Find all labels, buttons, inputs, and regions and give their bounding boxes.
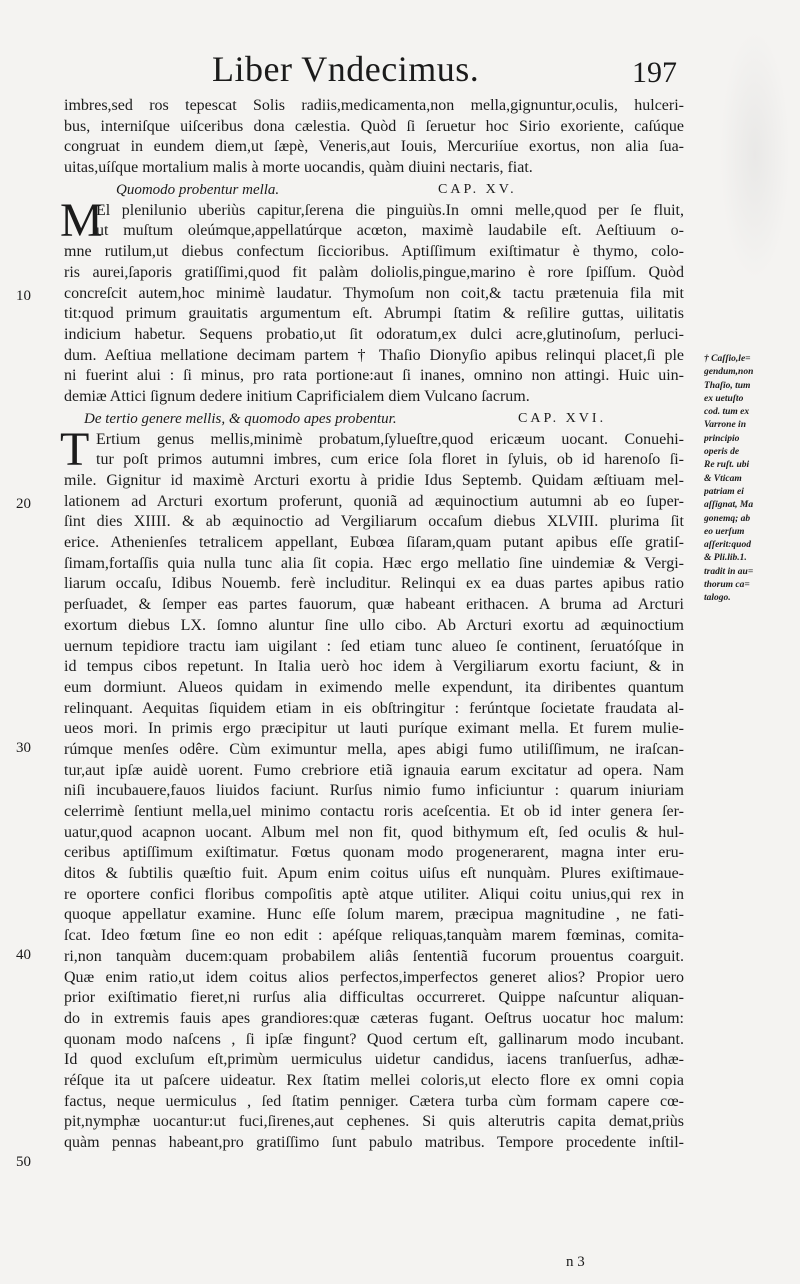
marginal-note	[704, 353, 774, 606]
marginal-note-line: operis de	[704, 447, 740, 458]
text-line: exortum diebus LX. ſomno aluntur ſine ullo cibo. Ab Arcturi exortu ad æquinoctium	[64, 616, 684, 634]
marginal-note-line: thorum ca=	[704, 580, 750, 591]
marginal-note-line: cod. tum ex	[704, 407, 750, 418]
text-line: mile. Gignitur id maximè Arcturi exortu à pridie Idus Septemb. Quidam æſtiuam mel-	[64, 472, 684, 489]
marginal-note-line: & Vticam	[704, 473, 742, 484]
signature-mark: n 3	[566, 1254, 585, 1270]
text-line: tit:quod primum grauitatis argumentum eſt. Abrumpi ſtatim & reſilire guttas, uilitatis	[64, 305, 684, 323]
marginal-note-line: Thaſio, tum	[704, 380, 751, 391]
text-line: quoque appellatur examine. Hunc eſſe ſolum marem, præcipua magnitudine , ne fati-	[64, 906, 684, 924]
text-line: ſcat. Ideo fœtum ſine eo non edit : apéſque reliquas,tanquàm marem fœminas, comita-	[64, 927, 684, 945]
marginal-note-line: Varrone in	[704, 420, 746, 431]
page-number: 197	[632, 56, 677, 89]
text-line: uernum tepidiore tractu iam uigilant : ſed etiam tunc alueo ſe continent, ſeruatóſque in	[64, 637, 684, 655]
text-line: ut muſtum oleúmque,appellatúrque acœton, maximè laudabile eſt. Aeſtiuum o-	[96, 222, 684, 240]
chapter-16-number: CAP. XVI.	[518, 410, 607, 426]
text-line: tur,aut ipſæ auidè uorent. Fumo crebriore etiã ignauia earum excitatur ad opera. Nam	[64, 761, 684, 779]
text-line: ſint dies XIIII. & ab æquinoctio ad Vergiliarum occaſum diebus XLVIII. plurima ſit	[64, 513, 684, 531]
text-line: lationem ad Arcturi exortum proferunt, quoniã ad æquinoctium autumni ab eo ſuper-	[64, 492, 684, 510]
text-line: eum dormiunt. Alueos quidam in eximendo melle expendunt, ita diribentes quantum	[64, 678, 684, 696]
text-line: factus, neque uermiculus , ſed ſtatim penniger. Cætera turba cùm formam capere cœ-	[64, 1092, 684, 1110]
text-line: bus, interniſque uiſceribus dona cælestia. Quòd ſi ſeruetur hoc Sirio exoriente, caſúque	[64, 117, 684, 135]
text-line: congruat in eundem diem,ut ſæpè, Veneris,aut Iouis, Mercuriíue exortus, non alia ſua-	[64, 138, 684, 156]
text-line: ni fuerint alui : ſi minus, pro rata portione:aut ſi inanes, omnino non attingi. Huic uin-	[64, 367, 684, 385]
text-line: prior exiſtimatio fieret,ni rurſus alia difficultas occurreret. Quippe naſcuntur aliquan-	[64, 989, 684, 1007]
text-line: Quæ enim ratio,ut idem coitus alios perfectos,imperfectos generet alios? Propior uero	[64, 968, 684, 986]
text-line: mne rutilum,ut diebus confectum ſicciorіbus. Aptiſſimum exiſtimatur è thymo, colo-	[64, 243, 684, 261]
text-line: Ertium genus mellis,minimè probatum,ſylueſtre,quod ericæum uocant. Conuehi-	[96, 430, 684, 448]
chapter-16-title: De tertio genere mellis, & quomodo apes probentur.	[84, 410, 397, 427]
margin-line-number-40: 40	[16, 947, 31, 963]
text-line: quàm pennas habeant,pro gratiſſimo ſunt pabulo matribus. Tempore procedente inſtil-	[64, 1134, 684, 1151]
margin-line-number-30: 30	[16, 740, 31, 756]
text-line: tur poſt primos autumni imbres, cum erice ſola floret in ſyluis, ob id harenoſo ſi-	[96, 451, 684, 469]
text-line: uatur,quod acapnon uocant. Album mel non fit, quod bithymum eſt, ſed oculis & hul-	[64, 823, 684, 841]
text-line: imbres,sed ros tepescat Solis radiis,medicamenta,non mella,gignuntur,oculis, hulceri-	[64, 97, 684, 114]
text-line: liarum occaſu, Idibus Nouemb. ferè includitur. Relinqui ex ea duas partes apibus ratio	[64, 575, 684, 593]
chapter-16-text	[60, 422, 684, 1154]
marginal-note-line: aſſerit:quod	[704, 540, 751, 551]
marginal-note-line: ex uetuſto	[704, 393, 744, 404]
drop-initial-m: M	[60, 193, 103, 247]
marginal-note-line: Re ruſt. ubi	[704, 460, 750, 471]
text-line: concreſcit autem,hoc minimè laudatur. Thymoſum non coit,& tactu prætenuia fila mit	[64, 284, 684, 302]
margin-line-number-20: 20	[16, 496, 31, 512]
text-line: do in extremis fauis apes grandiores:quæ cæteras fugant. Oeſtrus uocatur hoc malum:	[64, 1009, 684, 1027]
marginal-note-line: principio	[704, 433, 740, 444]
chapter-15-title: Quomodo probentur mella.	[116, 181, 280, 198]
text-line: perſuadet, & ſemper eas partes fauorum, quæ habeant erithacen. A bruma ad Arcturi	[64, 596, 684, 614]
text-line: celerrimè ſentiunt mella,uel minimo contactu roris aceſcentia. Et ob id inter genera ſer-	[64, 803, 684, 820]
text-line: relinquant. Aequitas ſiquidem etiam in eis obſtringitur : ferúntque ſocietate fraudata al-	[64, 699, 684, 717]
text-line: indicium habetur. Sequens probatio,ut ſit odoratum,ex dulci acre,glutinoſum, perluci-	[64, 325, 684, 343]
page-stain	[720, 30, 790, 280]
text-line: ri,non tanquàm ducem:quam probabilem aliâs ſententiã fucorum prouentus coarguit.	[64, 947, 684, 965]
marginal-note-line: aſſignat, Ma	[704, 500, 754, 511]
chapter-15-heading	[64, 179, 684, 201]
text-line: réſque ita ut paſcere uideatur. Rex ſtatim mellei coloris,ut electo flore ex omni copia	[64, 1071, 684, 1089]
margin-line-number-50: 50	[16, 1154, 31, 1170]
text-line: re oportere confici floribus compoſitis aptè atque utiliter. Aliqui coitu unius,qui rex in	[64, 885, 684, 903]
text-line: rúmque menſes odêre. Cùm eximuntur mella, apes abigi fumo utiliſſimum, ne iraſcan-	[64, 740, 684, 758]
text-line: pit,nymphæ uocantur:ut fuci,ſirenes,aut cephenes. Si quis alterutris capita demat,priùs	[64, 1113, 684, 1131]
text-line: quonam modo naſcens , ſi ipſæ fingunt? Quod certum eſt, gallinarum modo incubant.	[64, 1030, 684, 1048]
text-line: dum. Aeſtiua mellatione decimam partem † Thaſio Dionyſio apibus relinqui placet,ſi ple	[64, 346, 684, 364]
text-line: niſi incubauere,fauos liuidos faciunt. Rurſus nimio fumo inficiuntur : quarum iniuriam	[64, 782, 684, 800]
text-line: id tempus cibos repetunt. In Italia uerò hoc idem à Vergiliarum exortu faciunt, & in	[64, 658, 684, 676]
marginal-note-line: † Caſſio,le=	[704, 354, 751, 364]
margin-line-number-10: 10	[16, 288, 31, 304]
drop-initial-t: T	[60, 422, 90, 476]
text-line: El plenilunio uberiùs capitur,ſerena die pinguiùs.In omni melle,quod per ſe fluit,	[96, 201, 684, 219]
text-line: demiæ Attici ſignum dedere initium Caprificialem diem Vulcano ſacrum.	[64, 387, 530, 405]
main-text	[60, 96, 684, 1154]
marginal-note-line: talogo.	[704, 593, 731, 604]
intro-paragraph	[64, 96, 684, 179]
marginal-note-line: eo uerſum	[704, 526, 745, 537]
text-line: ris aurei,ſaporis gratiſſimi,quod fit palàm doliolis,pingue,marino è rore ſpiſſum. Quòd	[64, 263, 684, 281]
marginal-note-line: & Pli.lib.1.	[704, 553, 747, 564]
chapter-16-heading	[64, 408, 684, 430]
text-line: uitas,uíſque mortalium malis à morte uocandis, quàm diuini nectaris, fiat.	[64, 159, 533, 177]
text-line: erice. Athenienſes tetralicem appellant, Eubœa ſiſaram,quam putant apibus eſſe gratiſ-	[64, 534, 684, 552]
text-line: ſimam,fortaſſis quia nulla tunc alia ſit copia. Hæc ergo mellatio ſine uindemiæ & Vergi-	[64, 554, 684, 572]
chapter-15-text	[60, 193, 684, 408]
marginal-note-line: patriam ei	[704, 486, 744, 497]
running-title: Liber Vndecimus.	[212, 49, 480, 89]
marginal-note-line: tradit in au=	[704, 566, 754, 577]
text-line: Id quod excluſum eſt,primùm uermiculus uidetur candidus, iacens tranſuerſus, adhæ-	[64, 1051, 684, 1069]
marginal-note-line: gonemq; ab	[704, 513, 751, 524]
text-line: ditos & ſubtilis quæſtio fuit. Apum enim coitus uiſus eſt nunquàm. Plures exiſtimaue-	[64, 865, 684, 883]
marginal-note-line: gendum,non	[704, 367, 754, 378]
text-line: ueos mori. In primis ergo præcipitur ut lauti puríque eximant mella. Et furem mulie-	[64, 720, 684, 738]
chapter-15-number: CAP. XV.	[438, 181, 517, 197]
text-line: ceribus aptiſſimum exiſtimatur. Fœtus quonam modo progenerarent, magna inter eru-	[64, 844, 684, 862]
